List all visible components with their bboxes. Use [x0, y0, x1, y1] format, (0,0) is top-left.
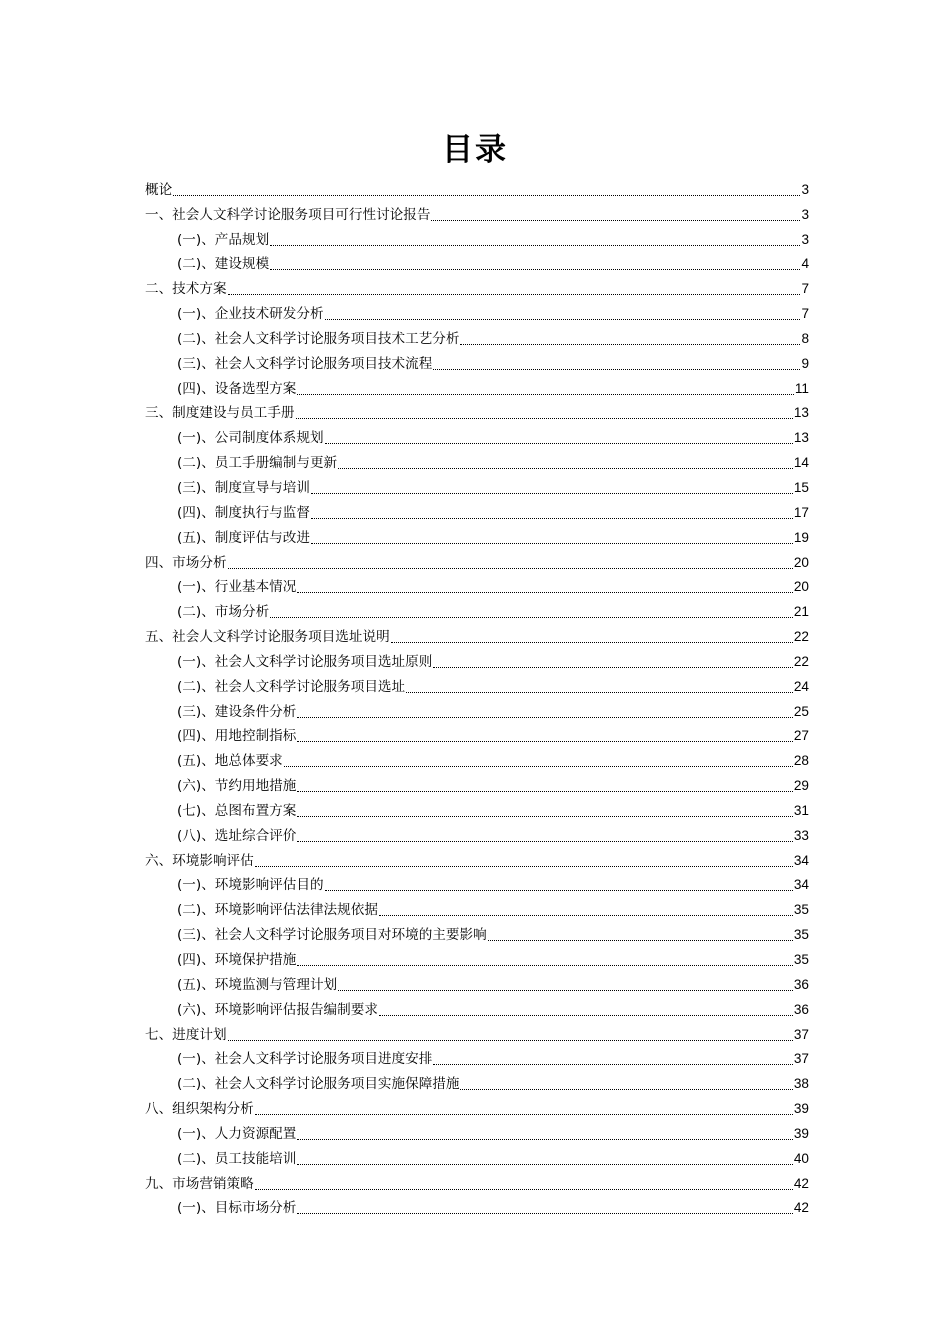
toc-leader-dots	[406, 686, 793, 693]
toc-entry-page: 29	[793, 778, 809, 794]
toc-leader-dots	[297, 785, 793, 792]
toc-entry-page: 14	[793, 455, 809, 471]
page-title: 目录	[442, 132, 508, 168]
toc-entry-title: (一)、社会人文科学讨论服务项目选址原则	[177, 653, 433, 670]
toc-entry-page: 40	[793, 1150, 809, 1166]
toc-entry[interactable]	[145, 373, 809, 398]
toc-entry-title: (三)、建设条件分析	[177, 703, 297, 720]
toc-entry-page: 28	[793, 753, 809, 769]
toc-entry[interactable]	[145, 1068, 809, 1093]
toc-entry-title: (一)、产品规划	[177, 231, 270, 248]
toc-leader-dots	[297, 959, 793, 966]
toc-entry[interactable]	[145, 273, 809, 298]
toc-entry[interactable]	[145, 795, 809, 820]
toc-entry[interactable]	[145, 323, 809, 348]
toc-entry[interactable]	[145, 547, 809, 572]
toc-entry-page: 3	[801, 231, 809, 247]
toc-entry-page: 22	[793, 629, 809, 645]
toc-entry-title: (四)、制度执行与监督	[177, 504, 310, 521]
toc-entry-page: 33	[793, 827, 809, 843]
toc-entry[interactable]	[145, 646, 809, 671]
toc-entry-page: 3	[801, 206, 809, 222]
toc-entry-title: (二)、社会人文科学讨论服务项目实施保障措施	[177, 1076, 460, 1093]
toc-entry-page: 7	[801, 281, 809, 297]
toc-entry[interactable]	[145, 845, 809, 870]
toc-leader-dots	[311, 487, 793, 494]
toc-entry-page: 20	[793, 554, 809, 570]
toc-leader-dots	[338, 462, 793, 469]
toc-entry[interactable]	[145, 1193, 809, 1218]
toc-entry[interactable]	[145, 398, 809, 423]
toc-entry-title: (二)、社会人文科学讨论服务项目选址	[177, 678, 406, 695]
toc-entry-title: (一)、企业技术研发分析	[177, 306, 324, 323]
toc-leader-dots	[297, 586, 793, 593]
toc-leader-dots	[431, 214, 800, 221]
toc-entry-title: (三)、社会人文科学讨论服务项目技术流程	[177, 355, 433, 372]
toc-leader-dots	[270, 611, 793, 618]
toc-entry[interactable]	[145, 298, 809, 323]
toc-leader-dots	[311, 512, 793, 519]
toc-entry-title: (四)、用地控制指标	[177, 728, 297, 745]
toc-entry-page: 35	[793, 952, 809, 967]
toc-leader-dots	[255, 860, 793, 867]
toc-entry[interactable]	[145, 497, 809, 522]
toc-entry[interactable]	[145, 596, 809, 621]
toc-leader-dots	[297, 735, 793, 742]
toc-entry-title: (五)、环境监测与管理计划	[177, 976, 338, 993]
toc-entry[interactable]	[145, 944, 809, 969]
toc-entry[interactable]	[145, 522, 809, 547]
toc-entry-page: 4	[801, 256, 809, 272]
toc-entry-title: (四)、设备选型方案	[177, 380, 297, 397]
toc-entry-title: (六)、节约用地措施	[177, 778, 297, 795]
toc-entry-title: 四、市场分析	[145, 554, 227, 571]
toc-leader-dots	[325, 884, 793, 891]
toc-entry-page: 17	[793, 504, 809, 520]
toc-entry-title: (二)、环境影响评估法律法规依据	[177, 902, 378, 919]
toc-entry-title: 五、社会人文科学讨论服务项目选址说明	[145, 629, 390, 646]
toc-entry[interactable]	[145, 224, 809, 249]
toc-entry[interactable]	[145, 348, 809, 373]
toc-entry-title: 一、社会人文科学讨论服务项目可行性讨论报告	[145, 206, 431, 223]
toc-entry[interactable]	[145, 994, 809, 1019]
toc-entry-page: 20	[793, 579, 809, 595]
toc-entry[interactable]	[145, 721, 809, 746]
toc-entry-page: 36	[793, 976, 809, 992]
toc-entry-title: (二)、社会人文科学讨论服务项目技术工艺分析	[177, 330, 460, 347]
toc-leader-dots	[228, 288, 801, 295]
toc-entry[interactable]	[145, 1118, 809, 1143]
toc-entry-page: 31	[793, 802, 809, 818]
toc-entry-title: (二)、员工技能培训	[177, 1150, 297, 1167]
toc-entry-title: (一)、行业基本情况	[177, 579, 297, 596]
toc-entry-title: 三、制度建设与员工手册	[145, 405, 295, 422]
toc-entry-page: 37	[793, 1051, 809, 1067]
toc-entry-page: 35	[793, 902, 809, 918]
toc-leader-dots	[297, 810, 793, 817]
toc-entry[interactable]	[145, 621, 809, 646]
toc-leader-dots	[391, 636, 793, 643]
toc-entry-page: 38	[793, 1076, 809, 1092]
toc-entry[interactable]	[145, 447, 809, 472]
toc-leader-dots	[379, 909, 793, 916]
toc-entry[interactable]	[145, 919, 809, 944]
toc-leader-dots	[338, 984, 793, 991]
toc-entry[interactable]	[145, 1093, 809, 1118]
toc-entry-title: (一)、目标市场分析	[177, 1200, 297, 1217]
toc-entry-page: 25	[793, 703, 809, 719]
toc-leader-dots	[297, 388, 794, 395]
toc-leader-dots	[255, 1183, 793, 1190]
toc-entry-page: 22	[793, 653, 809, 669]
toc-leader-dots	[228, 1034, 793, 1041]
toc-entry-title: (六)、环境影响评估报告编制要求	[177, 1001, 378, 1018]
toc-leader-dots	[297, 1207, 793, 1214]
toc-entry-page: 11	[794, 380, 809, 396]
toc-entry-page: 3	[801, 181, 809, 197]
toc-leader-dots	[284, 760, 793, 767]
toc-entry[interactable]	[145, 745, 809, 770]
toc-entry-title: 八、组织架构分析	[145, 1101, 254, 1118]
toc-entry-page: 42	[793, 1200, 809, 1216]
toc-entry[interactable]	[145, 422, 809, 447]
toc-entry-page: 7	[801, 306, 809, 322]
toc-entry-title: (三)、社会人文科学讨论服务项目对环境的主要影响	[177, 927, 487, 944]
toc-entry-page: 24	[793, 678, 809, 694]
toc-entry-title: 二、技术方案	[145, 281, 227, 298]
toc-leader-dots	[325, 437, 793, 444]
toc-entry-title: (五)、制度评估与改进	[177, 529, 310, 546]
toc-leader-dots	[228, 562, 793, 569]
toc-entry-title: (二)、建设规模	[177, 256, 270, 273]
toc-leader-dots	[270, 263, 800, 270]
toc-entry-page: 35	[793, 927, 809, 943]
toc-entry-page: 27	[793, 728, 809, 744]
toc-leader-dots	[488, 934, 793, 941]
toc-entry-page: 34	[793, 852, 809, 868]
toc-leader-dots	[297, 711, 793, 718]
toc-entry-title: (八)、选址综合评价	[177, 827, 297, 844]
toc-entry-title: (一)、社会人文科学讨论服务项目进度安排	[177, 1051, 433, 1068]
toc-entry-page: 8	[801, 330, 809, 346]
toc-entry-title: (一)、人力资源配置	[177, 1125, 297, 1142]
toc-leader-dots	[297, 1158, 793, 1165]
toc-entry-page: 15	[793, 479, 809, 495]
toc-leader-dots	[460, 338, 800, 345]
toc-leader-dots	[433, 661, 793, 668]
toc-entry-page: 19	[793, 529, 809, 545]
toc-entry[interactable]	[145, 174, 809, 199]
toc-entry-page: 34	[793, 877, 809, 893]
toc-entry-page: 21	[793, 604, 809, 620]
toc-entry[interactable]	[145, 472, 809, 497]
toc-entry-page: 13	[793, 430, 809, 446]
toc-entry-title: (五)、地总体要求	[177, 753, 283, 770]
toc-leader-dots	[255, 1108, 793, 1115]
toc-entry[interactable]	[145, 870, 809, 895]
toc-leader-dots	[311, 537, 793, 544]
toc-entry-page: 39	[793, 1101, 809, 1117]
toc-entry[interactable]	[145, 1168, 809, 1193]
toc-entry-title: (七)、总图布置方案	[177, 802, 297, 819]
toc-entry[interactable]	[145, 1143, 809, 1168]
toc-entry-title: 九、市场营销策略	[145, 1175, 254, 1192]
toc-entry-page: 36	[793, 1001, 809, 1017]
toc-leader-dots	[297, 835, 793, 842]
toc-entry[interactable]	[145, 1019, 809, 1044]
toc-entry-page: 9	[801, 355, 809, 371]
toc-entry-title: 六、环境影响评估	[145, 852, 254, 869]
toc-leader-dots	[325, 313, 801, 320]
toc-entry-page: 13	[793, 405, 809, 421]
toc-entry[interactable]	[145, 969, 809, 994]
table-of-contents	[145, 174, 809, 1217]
toc-leader-dots	[379, 1009, 793, 1016]
toc-entry-title: (一)、环境影响评估目的	[177, 877, 324, 894]
toc-entry-title: (四)、环境保护措施	[177, 952, 297, 968]
toc-entry-title: (二)、员工手册编制与更新	[177, 455, 338, 472]
toc-entry-page: 42	[793, 1175, 809, 1191]
toc-entry-page: 37	[793, 1026, 809, 1042]
toc-entry[interactable]	[145, 696, 809, 721]
toc-entry[interactable]	[145, 249, 809, 274]
toc-leader-dots	[433, 1058, 793, 1065]
toc-leader-dots	[433, 363, 800, 370]
toc-entry-title: (一)、公司制度体系规划	[177, 430, 324, 447]
toc-leader-dots	[296, 412, 793, 419]
toc-entry-title: 概论	[145, 181, 173, 198]
toc-entry-title: (三)、制度宣导与培训	[177, 479, 310, 496]
toc-leader-dots	[173, 189, 800, 196]
toc-entry[interactable]	[145, 820, 809, 845]
toc-leader-dots	[460, 1083, 792, 1090]
toc-leader-dots	[270, 239, 800, 246]
toc-entry[interactable]	[145, 572, 809, 597]
toc-leader-dots	[297, 1133, 793, 1140]
toc-entry-title: 七、进度计划	[145, 1026, 227, 1043]
toc-entry[interactable]	[145, 894, 809, 919]
toc-entry[interactable]	[145, 199, 809, 224]
toc-entry[interactable]	[145, 770, 809, 795]
toc-entry[interactable]	[145, 671, 809, 696]
toc-entry-title: (二)、市场分析	[177, 604, 270, 621]
toc-entry-page: 39	[793, 1125, 809, 1141]
toc-entry[interactable]	[145, 1044, 809, 1069]
